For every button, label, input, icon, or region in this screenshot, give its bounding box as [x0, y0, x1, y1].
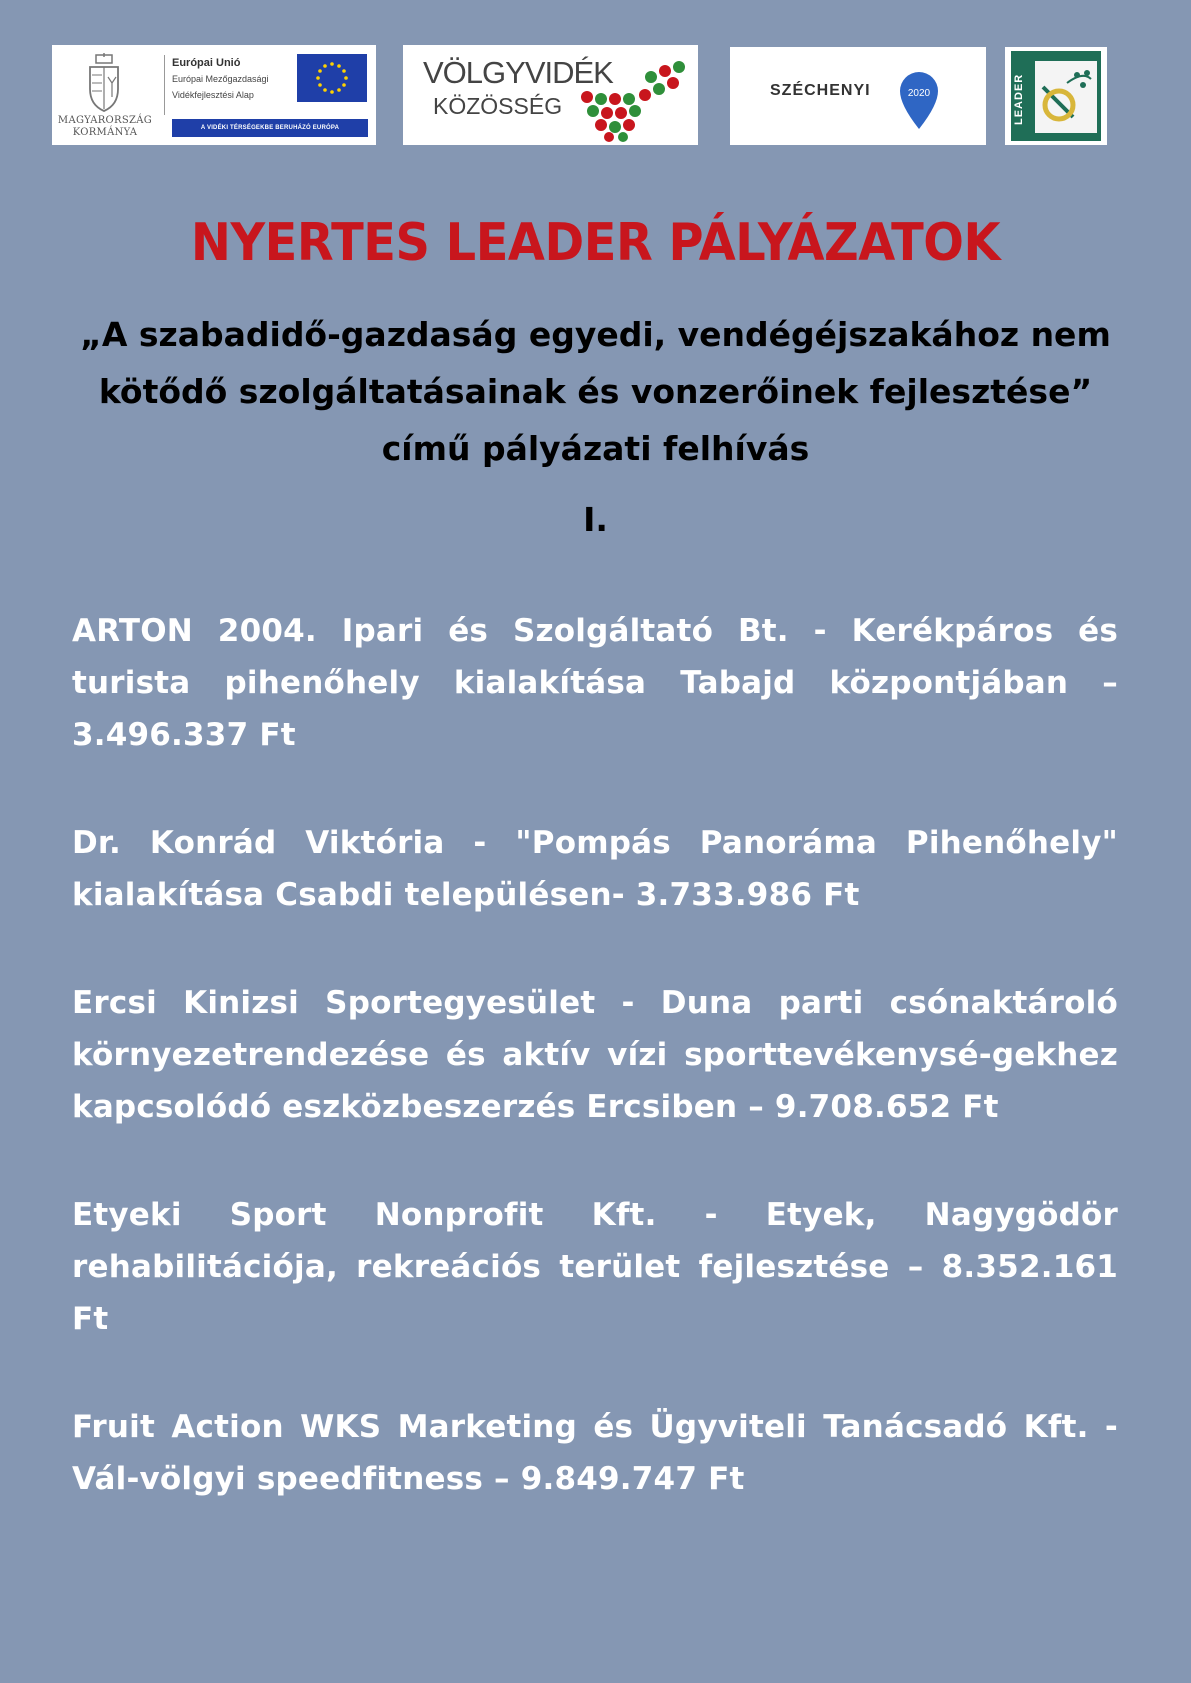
- logo-divider: [164, 55, 165, 115]
- volgyvidek-wordmark: VÖLGYVIDÉK: [423, 55, 613, 90]
- leader-badge: [1011, 51, 1101, 141]
- winner-entry: Ercsi Kinizsi Sportegyesület - Duna parti csónaktároló környezetrendezése és aktív vízi sporttevékenysé-gekhez kapcsolódó eszközbeszerzés Ercsiben – 9.708.652 Ft: [72, 985, 1118, 1125]
- eu-banner: A VIDÉKI TÉRSÉGEKBE BERUHÁZÓ EURÓPA: [172, 119, 368, 137]
- logo-bar: [0, 45, 1191, 147]
- section-number: I.: [583, 500, 608, 539]
- call-title: „A szabadidő-gazdaság egyedi, vendégéjszakához nem kötődő szolgáltatásainak és vonzerőinek fejlesztése” című pályázati felhívás: [80, 315, 1111, 468]
- szechenyi-wordmark: SZÉCHENYI: [770, 82, 871, 99]
- eu-fund-line: Európai Mezőgazdasági: [172, 74, 269, 84]
- eu-fund-line: Vidékfejlesztési Alap: [172, 90, 254, 100]
- winner-entry: ARTON 2004. Ipari és Szolgáltató Bt. - Kerékpáros és turista pihenőhely kialakítása Tabajd központjában – 3.496.337 Ft: [72, 613, 1118, 753]
- hungarian-government-eu-logo: [52, 45, 376, 145]
- government-name: MAGYARORSZÁG KORMÁNYA: [57, 115, 153, 138]
- szechenyi-2020-logo: [730, 47, 986, 145]
- leader-emblem-icon: [1033, 57, 1099, 137]
- page-title: NYERTES LEADER PÁLYÁZATOK: [190, 213, 1001, 273]
- leader-logo: [1005, 47, 1107, 145]
- winner-entry: Fruit Action WKS Marketing és Ügyviteli Tanácsadó Kft. - Vál-völgyi speedfitness – 9.849.747 Ft: [72, 1409, 1118, 1497]
- leader-wordmark: LEADER: [1013, 73, 1025, 125]
- eu-flag-icon: [297, 54, 367, 102]
- winner-entry: Etyeki Sport Nonprofit Kft. - Etyek, Nagygödör rehabilitációja, rekreációs terület fejlesztése – 8.352.161 Ft: [72, 1197, 1118, 1337]
- grape-dots-icon: [575, 55, 695, 143]
- kozosseg-wordmark: KÖZÖSSÉG: [433, 93, 563, 119]
- winner-entry: Dr. Konrád Viktória - "Pompás Panoráma Pihenőhely" kialakítása Csabdi településen- 3.733.986 Ft: [72, 825, 1118, 913]
- location-pin-icon: [896, 69, 942, 131]
- winners-list: [72, 605, 1118, 1561]
- eu-title: Európai Unió: [172, 57, 241, 69]
- volgyvidek-kozosseg-logo: [403, 45, 698, 145]
- coat-of-arms-icon: [82, 53, 126, 113]
- szechenyi-year: 2020: [907, 88, 931, 99]
- eu-fund-text: [172, 55, 292, 103]
